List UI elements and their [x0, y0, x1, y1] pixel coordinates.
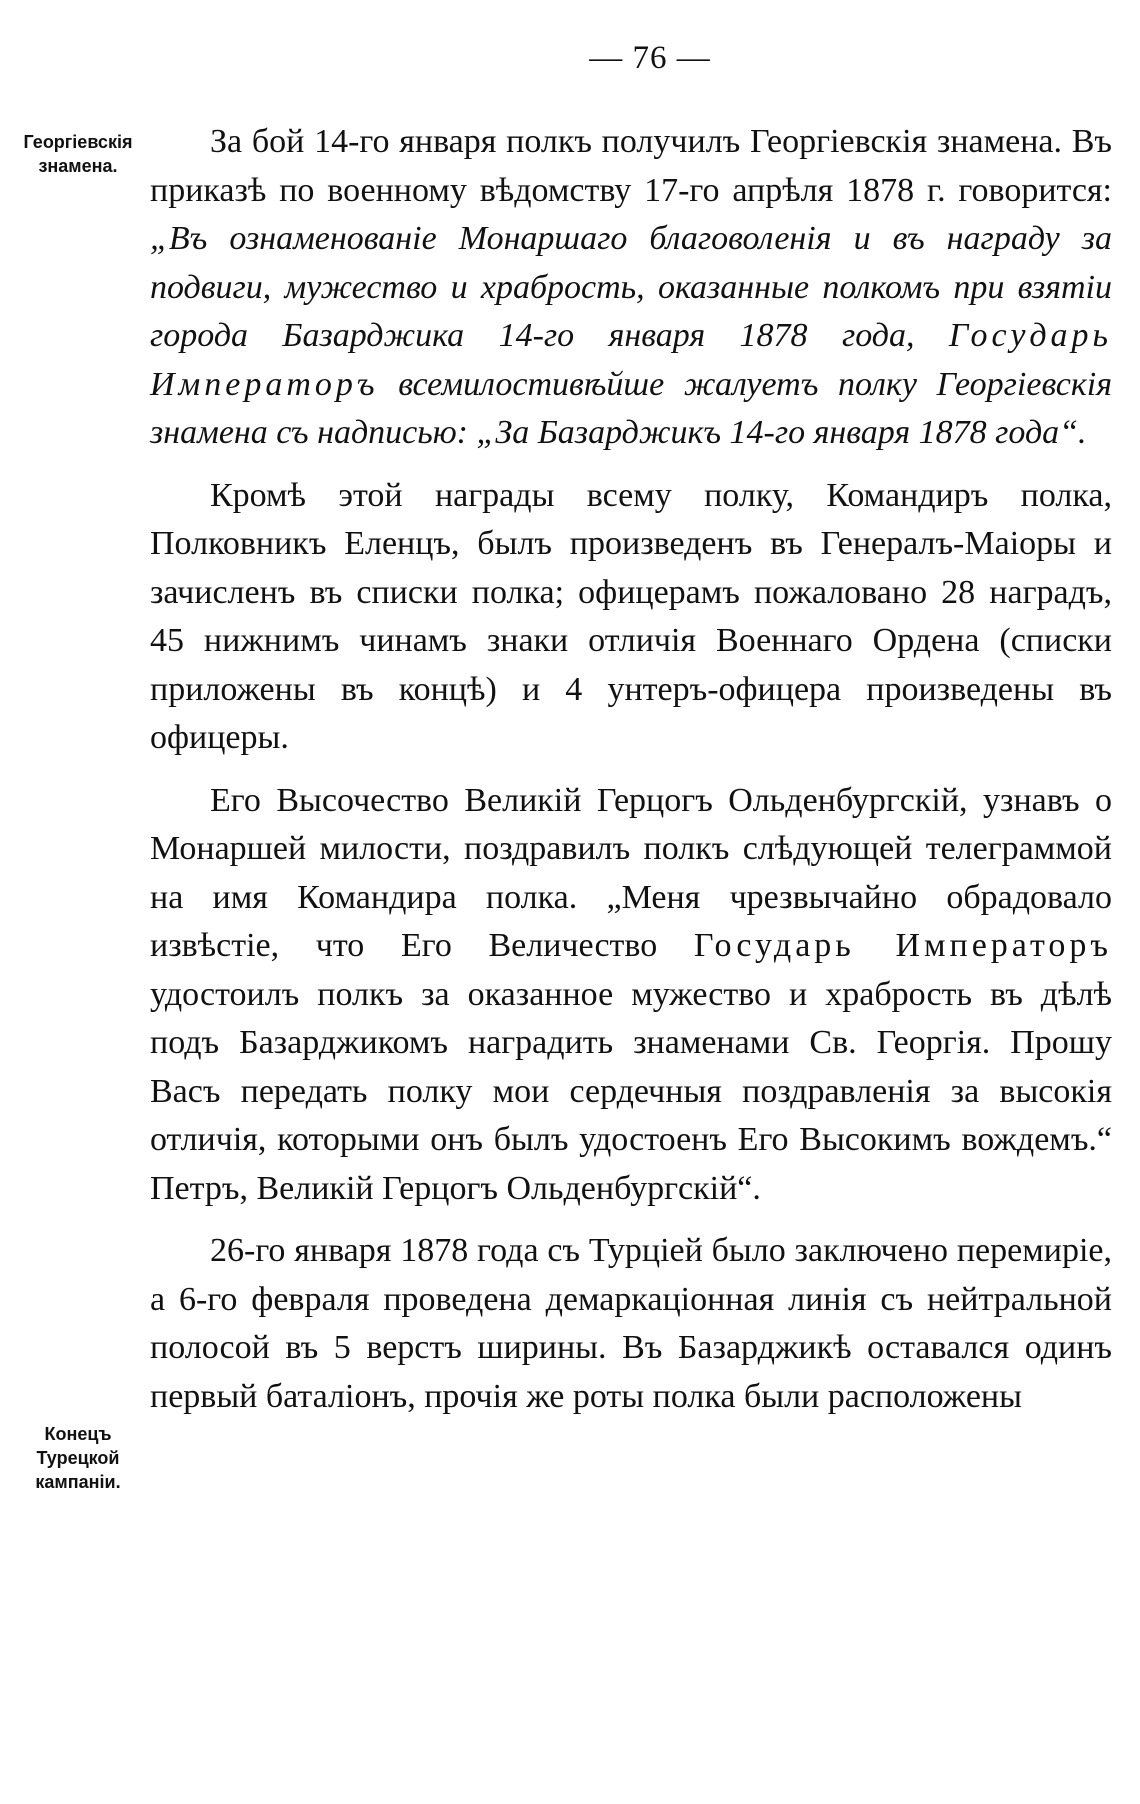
margin-note-konets-kampanii: [8, 1422, 148, 1494]
paragraph-telegram: [150, 777, 1112, 1214]
telegram-part: Его Высочество Великій Герцогъ Ольденбургскій, узнавъ о Монаршей милости, поздравилъ полкъ слѣдующей телеграммой на имя Командира полка. „Меня чрезвычайно обрадовало извѣстіе, что Его Величество: [150, 781, 1112, 964]
order-quote: [150, 220, 1112, 451]
paragraph-awards: Кромѣ этой награды всему полку, Командиръ полка, Полковникъ Еленцъ, былъ произведенъ въ Генералъ-Маіоры и зачисленъ въ списки полка; офицерамъ пожаловано 28 наградъ, 45 нижнимъ чинамъ знаки отличія Военнаго Ордена (списки приложены въ концѣ) и 4 унтеръ-офицера произведены въ офицеры.: [150, 476, 1112, 756]
margin-note-line: Турецкой: [36, 1448, 120, 1468]
margin-note-line: Георгіевскія: [23, 132, 133, 152]
paragraph-armistice: 26-го января 1878 года съ Турціей было заключено перемиріе, а 6-го февраля проведена демаркаціонная линія съ нейтральной полосой въ 5 верстъ ширины. Въ Базарджикѣ оставался одинъ первый баталіонъ, прочія же роты полка были расположены: [150, 1232, 1112, 1415]
margin-note-line: знамена.: [38, 156, 118, 176]
margin-note-line: кампаніи.: [35, 1472, 121, 1492]
emperor-title: Государь Императоръ: [693, 927, 1112, 964]
margin-note-line: Конецъ: [44, 1424, 112, 1444]
paragraph-banners: [150, 118, 1112, 458]
paragraph-intro: За бой 14-го января полкъ получилъ Георгіевскія знамена. Въ приказѣ по военному вѣдомству 17-го апрѣля 1878 г. говорится:: [150, 123, 1112, 209]
page-number: — 76 —: [589, 40, 711, 76]
telegram-part: удостоилъ полкъ за оказанное мужество и храбрость въ дѣлѣ подъ Базарджикомъ наградить знаменами Св. Георгія. Прошу Васъ передать полку мои сердечныя поздравленія за высокія отличія, которыми онъ былъ удостоенъ Его Высокимъ вождемъ.“ Петръ, Великій Герцогъ Ольденбургскій“.: [150, 975, 1112, 1207]
order-quote-part: „Въ ознаменованіе Монаршаго благоволенія и въ награду за подвиги, мужество и храбрость, оказанные полкомъ при взятіи города Базарджика 14-го января 1878 года,: [150, 220, 1112, 354]
margin-note-georgievskie-znamena: [8, 130, 148, 178]
emperor-title: Государь Императоръ: [150, 317, 1112, 403]
body-text: [150, 118, 1112, 1435]
order-quote-part: всемилостивѣйше жалуетъ полку Георгіевскія знамена съ надписью: „За Базарджикъ 14-го января 1878 года“.: [150, 365, 1112, 451]
